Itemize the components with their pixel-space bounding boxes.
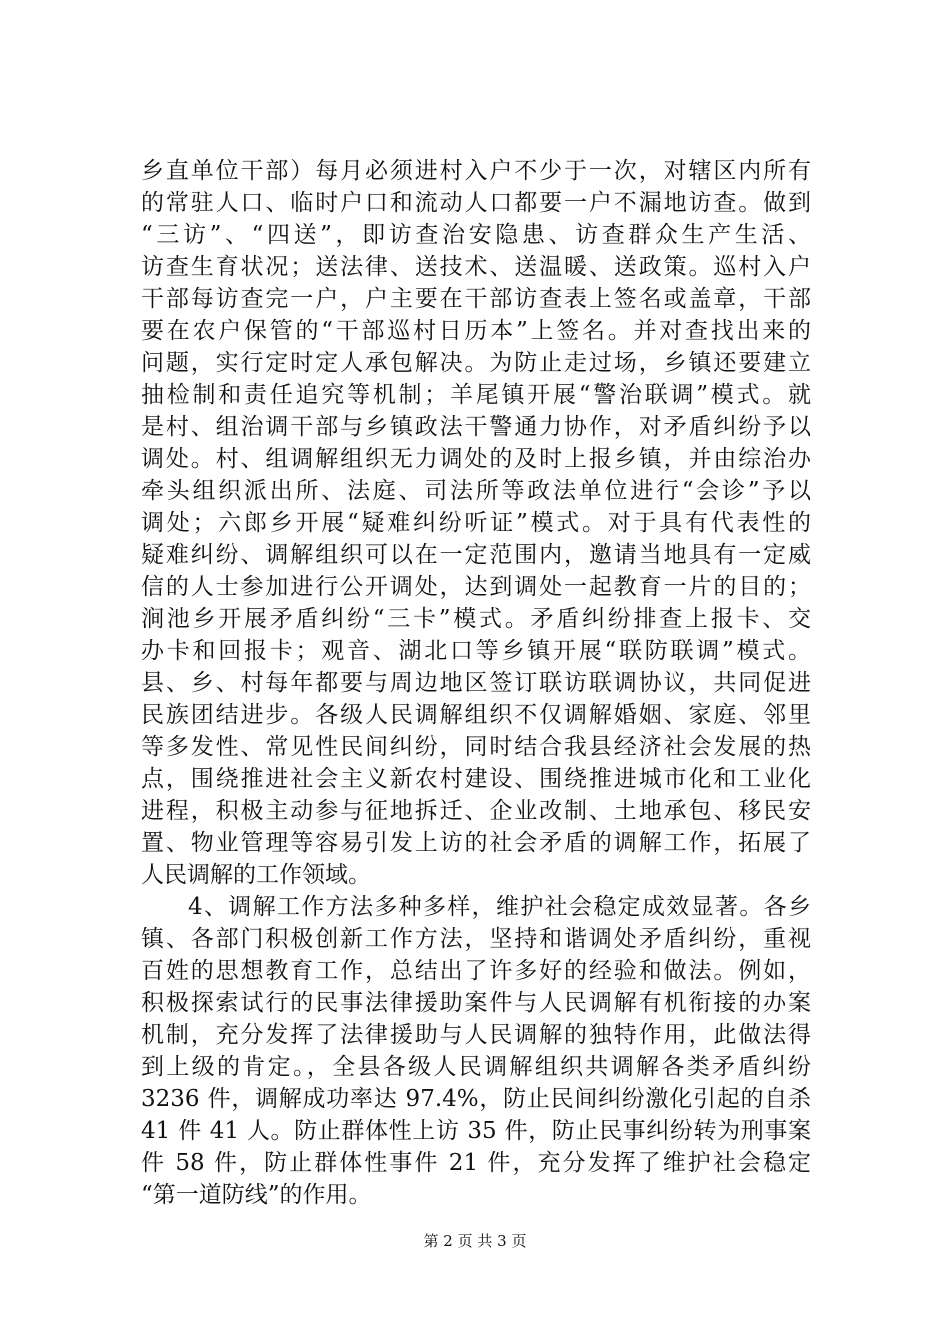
text-line: 进程，积极主动参与征地拆迁、企业改制、土地承包、移民安: [141, 798, 811, 824]
page-footer: 第 2 页 共 3 页: [423, 1232, 527, 1250]
text-line: 民族团结进步。各级人民调解组织不仅调解婚姻、家庭、邻里: [141, 702, 811, 728]
text-line: 要在农户保管的“干部巡村日历本”上签名。并对查找出来的: [141, 318, 811, 344]
text-line: 置、物业管理等容易引发上访的社会矛盾的调解工作，拓展了: [141, 830, 811, 856]
text-line: 县、乡、村每年都要与周边地区签订联访联调协议，共同促进: [141, 670, 811, 696]
text-line: 41 件 41 人。防止群体性上访 35 件，防止民事纠纷转为刑事案: [141, 1118, 811, 1144]
text-line: 问题，实行定时定人承包解决。为防止走过场，乡镇还要建立: [141, 350, 811, 376]
text-line: 4、调解工作方法多种多样，维护社会稳定成效显著。各乡: [188, 894, 811, 920]
text-line: 3236 件，调解成功率达 97.4%，防止民间纠纷激化引起的自杀: [141, 1086, 811, 1112]
text-line: 点，围绕推进社会主义新农村建设、围绕推进城市化和工业化: [141, 766, 811, 792]
text-line: 百姓的思想教育工作，总结出了许多好的经验和做法。例如，: [141, 958, 811, 984]
text-line: 干部每访查完一户，户主要在干部访查表上签名或盖章，干部: [141, 286, 811, 312]
text-line: 机制，充分发挥了法律援助与人民调解的独特作用，此做法得: [141, 1022, 811, 1048]
text-line: 访查生育状况；送法律、送技术、送温暖、送政策。巡村入户: [141, 254, 811, 280]
text-line: 牵头组织派出所、法庭、司法所等政法单位进行“会诊”予以: [141, 478, 811, 504]
body-text: [141, 155, 811, 1211]
text-line: 乡直单位干部）每月必须进村入户不少于一次，对辖区内所有: [141, 158, 811, 184]
text-line: 镇、各部门积极创新工作方法，坚持和谐调处矛盾纠纷，重视: [141, 926, 811, 952]
text-line: 疑难纠纷、调解组织可以在一定范围内，邀请当地具有一定威: [141, 542, 811, 568]
text-line: 涧池乡开展矛盾纠纷“三卡”模式。矛盾纠纷排查上报卡、交: [141, 606, 811, 632]
text-line: 抽检制和责任追究等机制；羊尾镇开展“警治联调”模式。就: [141, 382, 811, 408]
text-line: 调处；六郎乡开展“疑难纠纷听证”模式。对于具有代表性的: [141, 510, 811, 536]
text-line: 信的人士参加进行公开调处，达到调处一起教育一片的目的；: [141, 574, 811, 600]
text-line: 办卡和回报卡；观音、湖北口等乡镇开展“联防联调”模式。: [141, 638, 811, 664]
text-line: 到上级的肯定。，全县各级人民调解组织共调解各类矛盾纠纷: [141, 1054, 811, 1080]
text-line: 积极探索试行的民事法律援助案件与人民调解有机衔接的办案: [141, 990, 811, 1016]
text-line: 件 58 件，防止群体性事件 21 件，充分发挥了维护社会稳定: [141, 1150, 811, 1176]
text-line: 的常驻人口、临时户口和流动人口都要一户不漏地访查。做到: [141, 190, 811, 216]
text-line: 人民调解的工作领域。: [141, 862, 371, 888]
text-line: “第一道防线”的作用。: [141, 1182, 372, 1208]
text-line: “三访”、“四送”，即访查治安隐患、访查群众生产生活、: [141, 222, 811, 248]
text-line: 是村、组治调干部与乡镇政法干警通力协作，对矛盾纠纷予以: [141, 414, 811, 440]
text-line: 等多发性、常见性民间纠纷，同时结合我县经济社会发展的热: [141, 734, 811, 760]
text-line: 调处。村、组调解组织无力调处的及时上报乡镇，并由综治办: [141, 446, 811, 472]
